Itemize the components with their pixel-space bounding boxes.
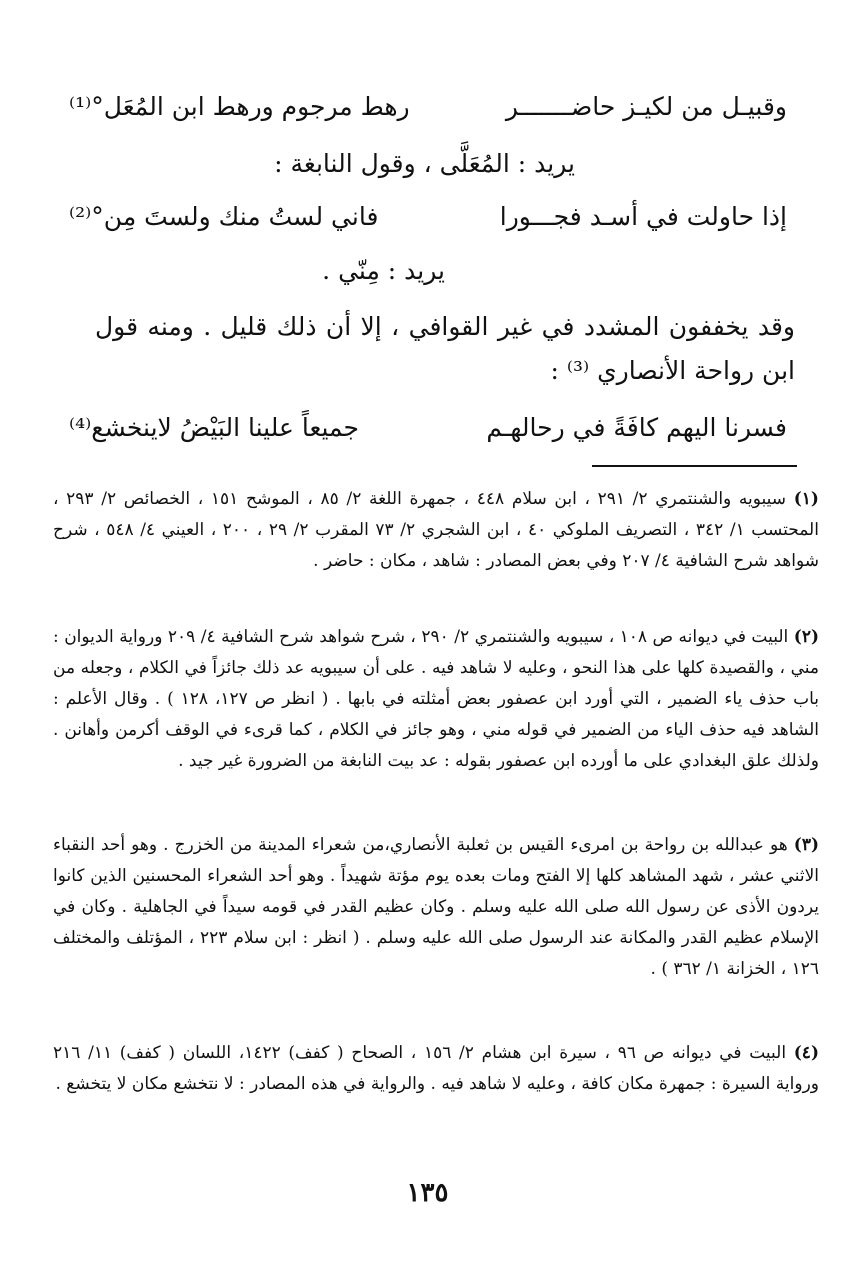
footnote-4-text: البيت في ديوانه ص ٩٦ ، سيرة ابن هشام ٢/ ١٥٦ ، الصحاح ( كفف) ١٤٢٢، اللسان ( كفف) ١١/ ٢١٦ ورواية السيرة : جمهرة مكان كافة ، وعليه لا شاهد فيه . والرواية في هذه المصادر : لا نتخشع مكان لا يتخشع . (53, 1043, 819, 1094)
footnote-3-text: هو عبدالله بن رواحة بن امرىء القيس بن ثعلبة الأنصاري،من شعراء المدينة من الخزرج . وهو أحد النقباء الاثني عشر ، شهد المشاهد كلها إلا الفتح ومات بعده يوم مؤتة شهيداً . وهو أحد الشعراء المحسنين الذين كانوا يردون الأذى عن رسول الله صلى الله عليه وسلم . وكان عظيم القدر في قومه سيداً في الجاهلية . وكان في الإسلام عظيم القدر والمكانة عند الرسول صلى الله عليه وسلم . ( انظر : ابن سلام ٢٢٣ ، المؤتلف والمختلف ١٢٦ ، الخزانة ١/ ٣٦٢ ) . (53, 835, 819, 979)
footnote-1-number: (١) (793, 489, 819, 509)
verse-2-first-hemistich: إذا حاولت في أسـد فجـــورا (499, 202, 787, 231)
verse-1-second-hemistich: رهط مرجوم ورهط ابن المُعَل°⁽¹⁾ (69, 92, 410, 121)
yurid-line-2: يريد : مِنّي . (322, 256, 445, 285)
body-paragraph: وقد يخففون المشدد في غير القوافي ، إلا أن ذلك قليل . ومنه قول ابن رواحة الأنصاري ⁽³⁾ : (95, 312, 795, 385)
verse-2-second-hemistich: فاني لستُ منك ولستَ مِن°⁽²⁾ (69, 202, 379, 231)
verse-line-1 (69, 92, 787, 122)
verse-3-first-hemistich: فسرنا اليهم كافَةً في رحالهـم (486, 413, 787, 442)
footnote-1-text: سيبويه والشنتمري ٢/ ٢٩١ ، ابن سلام ٤٤٨ ، جمهرة اللغة ٢/ ٨٥ ، الموشح ١٥١ ، الخصائص ٢/ ٢٩٣ ، المحتسب ١/ ٣٤٢ ، التصريف الملوكي ٤٠ ، ابن الشجري ٢/ ٧٣ المقرب ٢/ ٢٩ ، ٢٠٠ ، العيني ٤/ ٥٤٨ ، شرح شواهد شرح الشافية ٤/ ٢٠٧ وفي بعض المصادر : شاهد ، مكان : حاضر . (53, 489, 819, 571)
verse-1-first-hemistich: وقبيـل من لكيـز حاضـــــــر (505, 92, 787, 121)
footnote-2 (53, 622, 819, 777)
verse-line-2 (69, 202, 787, 232)
footnote-1 (53, 484, 819, 577)
footnote-4-number: (٤) (793, 1043, 819, 1063)
footnote-3 (53, 830, 819, 985)
footnote-2-number: (٢) (793, 627, 819, 647)
page-number: ١٣٥ (406, 1178, 449, 1208)
footnote-4 (53, 1038, 819, 1100)
footnote-3-number: (٣) (793, 835, 819, 855)
footnote-separator (592, 465, 797, 467)
yurid-line-1: يريد : المُعَلَّى ، وقول النابغة : (274, 149, 575, 178)
footnote-2-text: البيت في ديوانه ص ١٠٨ ، سيبويه والشنتمري ٢/ ٢٩٠ ، شرح شواهد شرح الشافية ٤/ ٢٠٩ ورواية الديوان : مني ، والقصيدة كلها على هذا النحو ، وعليه لا شاهد فيه . على أن سيبويه عد ذلك جائزاً في الكلام ، وجعله من باب حذف ياء الضمير ، التي أورد ابن عصفور بعض أمثلته في بابها . ( انظر ص ١٢٧، ١٢٨ ) . وقال الأعلم : الشاهد فيه حذف الياء من الضمير في قوله مني ، وهو جائز في الكلام ، كما قرىء في الوقف أكرمن وأهانن . ولذلك علق البغدادي على ما أورده ابن عصفور بقوله : عد بيت النابغة من الضرورة غير جيد . (53, 627, 819, 771)
verse-line-3 (69, 413, 787, 443)
verse-3-second-hemistich: جميعاً علينا البَيْضُ لاينخشع⁽⁴⁾ (69, 413, 359, 442)
